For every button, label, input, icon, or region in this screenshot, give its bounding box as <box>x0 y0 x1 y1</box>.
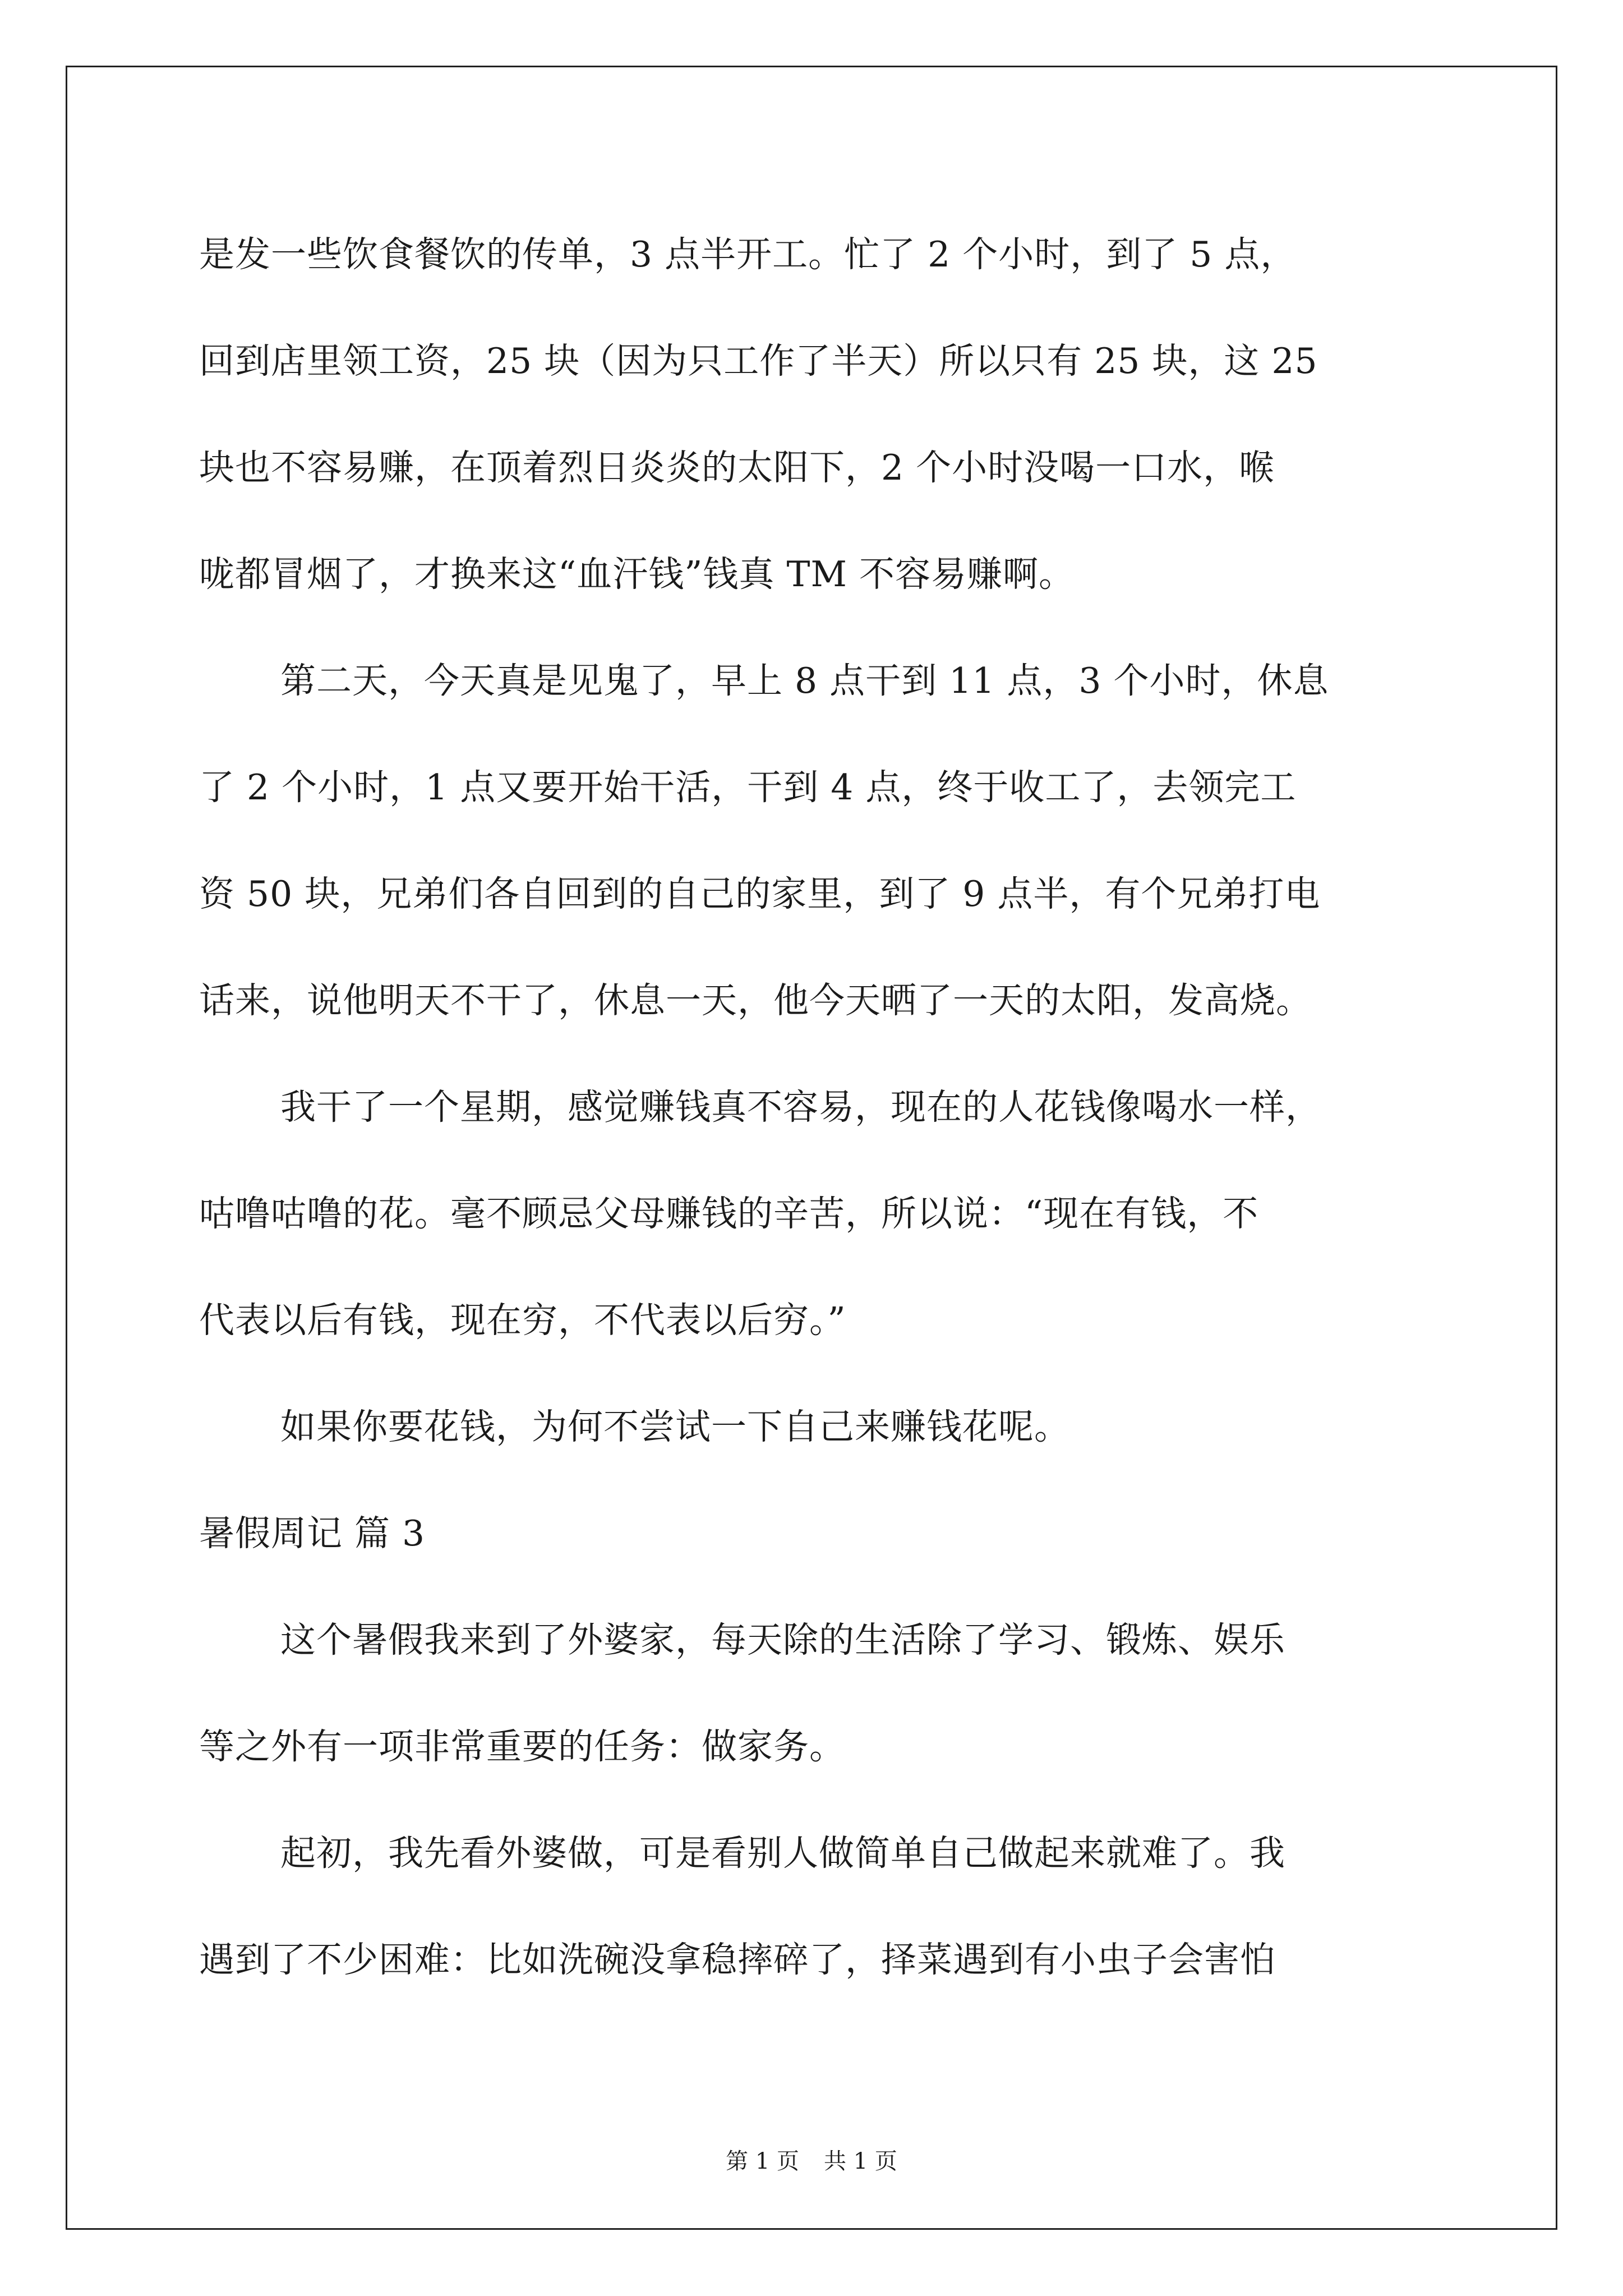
text-line: 回到店里领工资，25 块（因为只工作了半天）所以只有 25 块，这 25 <box>199 341 1318 381</box>
text-line: 了 2 个小时，1 点又要开始干活，干到 4 点，终于收工了，去领完工 <box>199 767 1297 808</box>
page-number: 第 1 页 <box>726 2148 799 2174</box>
text-line: 咙都冒烟了，才换来这“血汗钱”钱真 TM 不容易赚啊。 <box>199 554 1075 595</box>
text-line: 这个暑假我来到了外婆家，每天除的生活除了学习、锻炼、娱乐 <box>280 1619 1285 1660</box>
text-line: 起初，我先看外婆做，可是看别人做简单自己做起来就难了。我 <box>280 1833 1285 1874</box>
section-heading: 暑假周记 篇 3 <box>199 1513 426 1554</box>
page-total: 共 1 页 <box>824 2148 897 2174</box>
text-line: 是发一些饮食餐饮的传单，3 点半开工。忙了 2 个小时，到了 5 点， <box>199 234 1297 275</box>
text-line: 我干了一个星期，感觉赚钱真不容易，现在的人花钱像喝水一样， <box>280 1087 1321 1128</box>
page-footer <box>0 2147 1623 2175</box>
text-line: 块也不容易赚，在顶着烈日炎炎的太阳下，2 个小时没喝一口水，喉 <box>199 447 1275 488</box>
text-line: 代表以后有钱，现在穷，不代表以后穷。” <box>199 1300 846 1341</box>
page-border <box>66 66 1557 2230</box>
text-line: 等之外有一项非常重要的任务：做家务。 <box>199 1726 845 1767</box>
text-line: 资 50 块，兄弟们各自回到的自己的家里，到了 9 点半，有个兄弟打电 <box>199 873 1321 914</box>
text-line: 话来，说他明天不干了，休息一天，他今天晒了一天的太阳，发高烧。 <box>199 980 1312 1021</box>
text-line: 遇到了不少困难：比如洗碗没拿稳摔碎了，择菜遇到有小虫子会害怕 <box>199 1939 1276 1980</box>
text-line: 第二天，今天真是见鬼了，早上 8 点干到 11 点，3 个小时，休息 <box>280 660 1329 701</box>
text-line: 咕噜咕噜的花。毫不顾忌父母赚钱的辛苦，所以说：“现在有钱，不 <box>199 1193 1259 1234</box>
text-line: 如果你要花钱，为何不尝试一下自己来赚钱花呢。 <box>280 1406 1070 1447</box>
